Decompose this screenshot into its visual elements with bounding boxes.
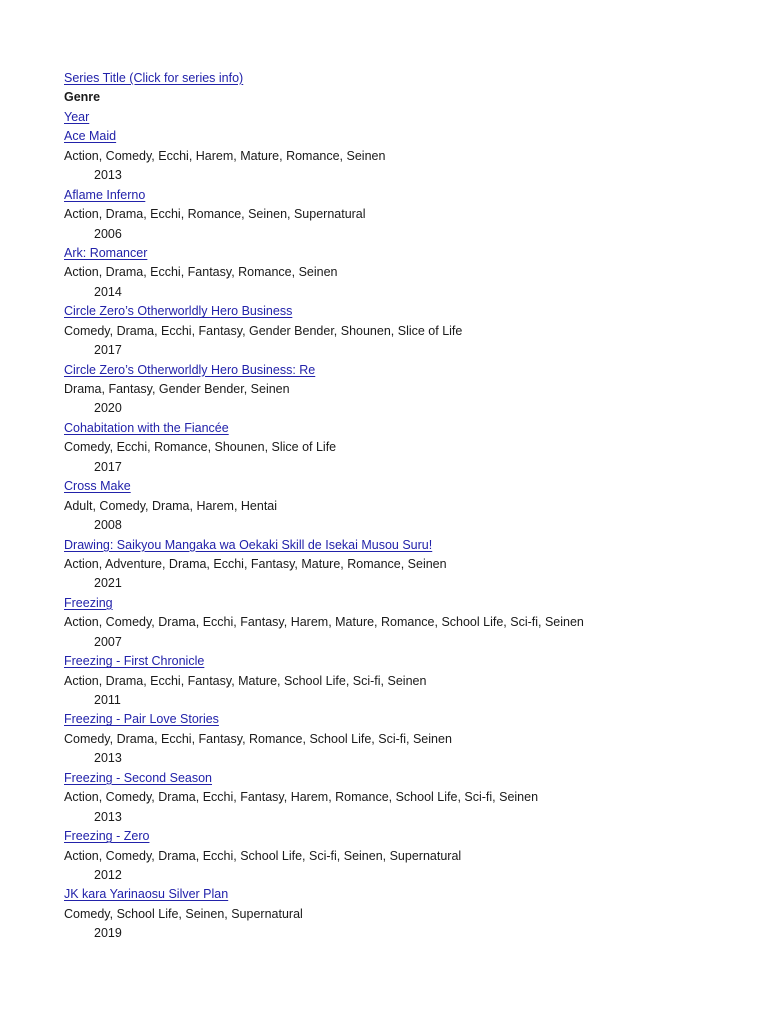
- series-entry-title-row: [64, 186, 744, 205]
- series-genres: Comedy, School Life, Seinen, Supernatural: [64, 906, 303, 921]
- series-entry-title-row: [64, 769, 744, 788]
- series-entry-title-row: [64, 302, 744, 321]
- year-header-row: [64, 108, 744, 127]
- series-genres: Action, Comedy, Drama, Ecchi, Fantasy, Harem, Romance, School Life, Sci-fi, Seinen: [64, 790, 539, 805]
- series-entries: [64, 127, 744, 943]
- series-entry-title-row: [64, 536, 744, 555]
- series-year: 2017: [94, 459, 122, 474]
- series-year: 2021: [94, 576, 122, 591]
- series-year: 2008: [94, 518, 122, 533]
- series-genres: Comedy, Drama, Ecchi, Fantasy, Gender Bender, Shounen, Slice of Life: [64, 323, 463, 338]
- series-entry-title-row: [64, 652, 744, 671]
- series-year: 2006: [94, 226, 122, 241]
- series-title-link[interactable]: Freezing: [64, 595, 113, 610]
- series-title-link[interactable]: JK kara Yarinaosu Silver Plan: [64, 887, 229, 902]
- series-entry-title-row: [64, 710, 744, 729]
- series-list: [64, 69, 744, 944]
- series-title-link[interactable]: Drawing: Saikyou Mangaka wa Oekaki Skill de Isekai Musou Suru!: [64, 537, 433, 552]
- series-entry-title-row: [64, 361, 744, 380]
- series-year: 2014: [94, 284, 122, 299]
- series-year: 2017: [94, 343, 122, 358]
- series-title-link[interactable]: Freezing - Second Season: [64, 770, 213, 785]
- series-title-link[interactable]: Circle Zero’s Otherworldly Hero Business: [64, 304, 293, 319]
- series-entry-title-row: [64, 827, 744, 846]
- series-title-link[interactable]: Ace Maid: [64, 129, 117, 144]
- series-title-header-link[interactable]: Series Title (Click for series info): [64, 71, 244, 85]
- series-year: 2013: [94, 809, 122, 824]
- series-title-link[interactable]: Freezing - Zero: [64, 829, 150, 844]
- year-header-link[interactable]: Year: [64, 109, 90, 124]
- series-entry-title-row: [64, 419, 744, 438]
- series-year: 2019: [94, 926, 122, 941]
- series-entry-title-row: [64, 244, 744, 263]
- series-entry-title-row: [64, 127, 744, 146]
- header-row: [64, 69, 744, 88]
- series-genres: Action, Comedy, Drama, Ecchi, Fantasy, Harem, Mature, Romance, School Life, Sci-fi, Seinen: [64, 615, 584, 630]
- series-genres: Comedy, Ecchi, Romance, Shounen, Slice of Life: [64, 440, 337, 455]
- series-genres: Action, Comedy, Ecchi, Harem, Mature, Romance, Seinen: [64, 148, 386, 163]
- series-title-link[interactable]: Aflame Inferno: [64, 187, 146, 202]
- series-entry-title-row: [64, 885, 744, 904]
- series-genres: Action, Drama, Ecchi, Fantasy, Romance, Seinen: [64, 265, 338, 280]
- series-year: 2007: [94, 634, 122, 649]
- series-year: 2013: [94, 168, 122, 183]
- series-year: 2020: [94, 401, 122, 416]
- series-genres: Action, Comedy, Drama, Ecchi, School Life, Sci-fi, Seinen, Supernatural: [64, 848, 462, 863]
- series-genres: Action, Drama, Ecchi, Fantasy, Mature, School Life, Sci-fi, Seinen: [64, 673, 427, 688]
- series-genres: Adult, Comedy, Drama, Harem, Hentai: [64, 498, 278, 513]
- series-title-link[interactable]: Ark: Romancer: [64, 245, 148, 260]
- series-year: 2012: [94, 867, 122, 882]
- series-genres: Drama, Fantasy, Gender Bender, Seinen: [64, 382, 290, 396]
- series-title-link[interactable]: Cross Make: [64, 479, 131, 494]
- series-entry-title-row: [64, 477, 744, 496]
- genre-header: Genre: [64, 90, 101, 105]
- series-title-link[interactable]: Cohabitation with the Fiancée: [64, 420, 229, 435]
- series-title-link[interactable]: Freezing - Pair Love Stories: [64, 712, 219, 727]
- series-genres: Action, Adventure, Drama, Ecchi, Fantasy, Mature, Romance, Seinen: [64, 556, 447, 571]
- series-year: 2013: [94, 751, 122, 766]
- series-genres: Comedy, Drama, Ecchi, Fantasy, Romance, School Life, Sci-fi, Seinen: [64, 731, 452, 746]
- series-genres: Action, Drama, Ecchi, Romance, Seinen, Supernatural: [64, 207, 366, 222]
- series-entry-title-row: [64, 594, 744, 613]
- series-year: 2011: [94, 693, 121, 707]
- series-title-link[interactable]: Circle Zero’s Otherworldly Hero Business: Re: [64, 362, 316, 377]
- series-title-link[interactable]: Freezing - First Chronicle: [64, 654, 205, 669]
